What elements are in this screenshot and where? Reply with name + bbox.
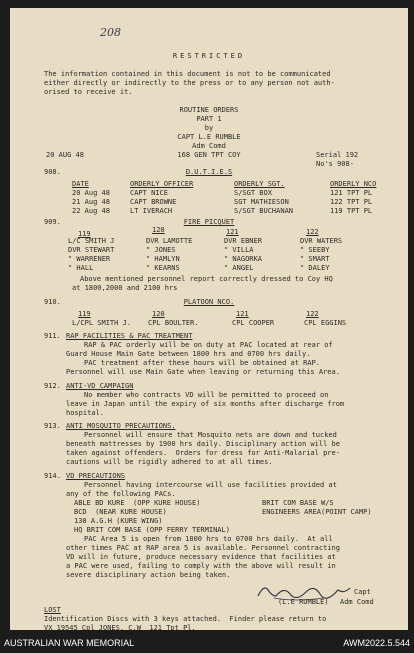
item-914-line-6: a PAC were used, failing to comply with the above will result in [66, 562, 336, 570]
pac-left-4: HQ BRIT COM BASE (OPP FERRY TERMINAL) [74, 526, 230, 534]
picquet-platoon-121: 121 [226, 228, 239, 236]
picquet-119-4: " HALL [68, 264, 94, 272]
item-911-line-2: Guard House Main Gate between 1800 hrs and 0700 hrs daily. [66, 350, 311, 358]
picquet-note-line-2: at 1800,2000 and 2100 hrs [72, 284, 178, 292]
item-912-number: 912. [44, 382, 61, 390]
picquet-119-3: " WARRENER [68, 255, 111, 263]
item-914-number: 914. [44, 472, 61, 480]
notice-line-3: orised to receive it. [44, 88, 133, 96]
orders-part: PART 1 [196, 115, 222, 123]
item-914-line-1: Personnel having intercourse will use facilities provided at [84, 481, 337, 489]
orders-numbers: No's 908- [316, 160, 354, 168]
picquet-122-2: " SEEBY [300, 246, 330, 254]
classification-heading: RESTRICTED [172, 52, 246, 60]
item-911-line-3: PAC treatment after these hours will be obtained at RAP. [84, 359, 321, 367]
footer-institution: AUSTRALIAN WAR MEMORIAL [4, 638, 135, 648]
archive-footer [0, 633, 414, 653]
footer-accession-number: AWM2022.5.544 [343, 638, 410, 648]
picquet-120-1: DVR LAMOTTE [146, 237, 193, 245]
item-912-line-2: leave in Japan until the expiry of six months after discharge from [66, 400, 345, 408]
duties-row-2-officer: CAPT BROWNE [130, 198, 177, 206]
orders-date: 20 AUG 48 [46, 151, 84, 159]
item-914-line-7: severe disciplinary action being taken. [66, 571, 231, 579]
item-910-number: 910. [44, 298, 61, 306]
item-912-title: ANTI-VD CAMPAIGN [66, 382, 134, 390]
pac-right-2: ENGINEERS AREA(POINT CAMP) [262, 508, 372, 516]
picquet-119-2: DVR STEWART [68, 246, 115, 254]
nco-122-name: CPL EGGINS [304, 319, 347, 327]
duties-row-1-officer: CAPT NICE [130, 189, 168, 197]
duties-row-2-nco: 122 TPT PL [330, 198, 373, 206]
pac-left-3: 130 A.G.H (KURE WING) [74, 517, 163, 525]
picquet-120-2: " JONES [146, 246, 176, 254]
orders-unit: 168 GEN TPT COY [177, 151, 241, 159]
item-911-line-1: RAP & PAC orderly will be on duty at PAC located at rear of [84, 341, 333, 349]
nco-120-name: CPL BOULTER. [148, 319, 199, 327]
picquet-122-3: " SMART [300, 255, 330, 263]
picquet-platoon-122: 122 [306, 228, 319, 236]
lost-title: LOST [44, 606, 61, 614]
signature-name: (L.E RUMBLE) [278, 598, 329, 606]
item-913-title: ANTI MOSQUITO PRECAUTIONS. [66, 422, 176, 430]
item-913-number: 913. [44, 422, 61, 430]
duties-row-2-sgt: SGT MATHIESON [234, 198, 289, 206]
lost-line-2: VX 19545 Cpl JONES, C.W 121 Tpt Pl. [44, 624, 196, 632]
notice-line-1: The information contained in this document is not to be communicated [44, 70, 331, 78]
item-909-title: FIRE PICQUET [183, 218, 235, 226]
picquet-121-3: " NAGORKA [224, 255, 262, 263]
duties-row-3-officer: LT IVERACH [130, 207, 173, 215]
picquet-122-1: DVR WATERS [300, 237, 343, 245]
duties-header-sgt: ORDERLY SGT. [234, 180, 285, 188]
orders-serial: Serial 192 [316, 151, 359, 159]
item-911-line-4: Personnel will use Main Gate when leaving or returning this Area. [66, 368, 340, 376]
orders-title: ROUTINE ORDERS [179, 106, 239, 114]
duties-row-2-date: 21 Aug 48 [72, 198, 110, 206]
picquet-121-4: " ANGEL [224, 264, 254, 272]
duties-header-nco: ORDERLY NCO [330, 180, 377, 188]
picquet-122-4: " DALEY [300, 264, 330, 272]
pac-right-1: BRIT COM BASE W/S [262, 499, 334, 507]
orders-role: Adm Comd [192, 142, 226, 150]
item-908-title: D.U.T.I.E.S [185, 168, 233, 176]
picquet-121-1: DVR EBNER [224, 237, 262, 245]
pac-left-2: BCD (NEAR KURE HOUSE) [74, 508, 167, 516]
duties-row-1-nco: 121 TPT PL [330, 189, 373, 197]
item-910-title: PLATOON NCO. [183, 298, 235, 306]
picquet-120-4: " KEARNS [146, 264, 180, 272]
duties-row-1-sgt: S/SGT BOX [234, 189, 272, 197]
duties-row-1-date: 20 Aug 48 [72, 189, 110, 197]
handwritten-reference: 208 [100, 26, 121, 39]
item-911-number: 911. [44, 332, 61, 340]
nco-platoon-119: 119 [78, 310, 91, 318]
nco-121-name: CPL COOPER [232, 319, 275, 327]
duties-header-officer: ORDERLY OFFICER [130, 180, 194, 188]
nco-platoon-121: 121 [236, 310, 249, 318]
duties-header-date: DATE [72, 180, 89, 188]
signature-rank: Capt [354, 588, 371, 596]
item-914-line-5: VD will in future, produce necessary evidence that facilities at [66, 553, 336, 561]
pac-left-1: ABLE BD KURE (OPP KURE HOUSE) [74, 499, 201, 507]
item-909-number: 909. [44, 218, 61, 226]
item-914-line-2: any of the following PACs. [66, 490, 176, 498]
duties-row-3-sgt: S/SGT BUCHANAN [234, 207, 294, 215]
duties-row-3-date: 22 Aug 48 [72, 207, 110, 215]
item-912-line-3: hospital. [66, 409, 104, 417]
item-914-line-3: PAC Area 5 is open from 1800 hrs to 0700 hrs daily. At all [84, 535, 333, 543]
nco-platoon-120: 120 [152, 310, 165, 318]
lost-line-1: Identification Discs with 3 keys attached. Finder please return to [44, 615, 327, 623]
document-page [10, 8, 408, 630]
item-912-line-1: No member who contracts VD will be permitted to proceed on [84, 391, 329, 399]
picquet-platoon-119: 119 [78, 230, 91, 238]
item-913-line-2: beneath mattresses by 1900 hrs daily. Disciplinary action will be [66, 440, 340, 448]
picquet-note-line-1: Above mentioned personnel report correctly dressed to Coy HQ [80, 275, 333, 283]
picquet-119-1: L/C SMITH J [68, 237, 115, 245]
item-914-line-4: other times PAC at RAP area 5 is available. Personnel contracting [66, 544, 340, 552]
signature-role: Adm Comd [340, 598, 374, 606]
nco-119-name: L/CPL SMITH J. [72, 319, 132, 327]
item-913-line-3: taken against offenders. Orders for dress for Anti-Malarial pre- [66, 449, 340, 457]
orders-by: by [204, 124, 214, 132]
nco-platoon-122: 122 [306, 310, 319, 318]
item-913-line-1: Personnel will ensure that Mosquito nets are down and tucked [84, 431, 337, 439]
picquet-platoon-120: 120 [152, 226, 165, 234]
orders-officer: CAPT L.E RUMBLE [177, 133, 241, 141]
item-908-number: 908. [44, 168, 61, 176]
item-911-title: RAP FACILITIES & PAC TREATMENT [66, 332, 193, 340]
duties-row-3-nco: 119 TPT PL [330, 207, 373, 215]
picquet-120-3: " HAMLYN [146, 255, 180, 263]
picquet-121-2: " VILLA [224, 246, 254, 254]
item-913-line-4: cautions will be rigidly adhered to at all times. [66, 458, 273, 466]
notice-line-2: either directly or indirectly to the press or to any person not auth- [44, 79, 335, 87]
item-914-title: VD PRECAUTIONS [66, 472, 126, 480]
